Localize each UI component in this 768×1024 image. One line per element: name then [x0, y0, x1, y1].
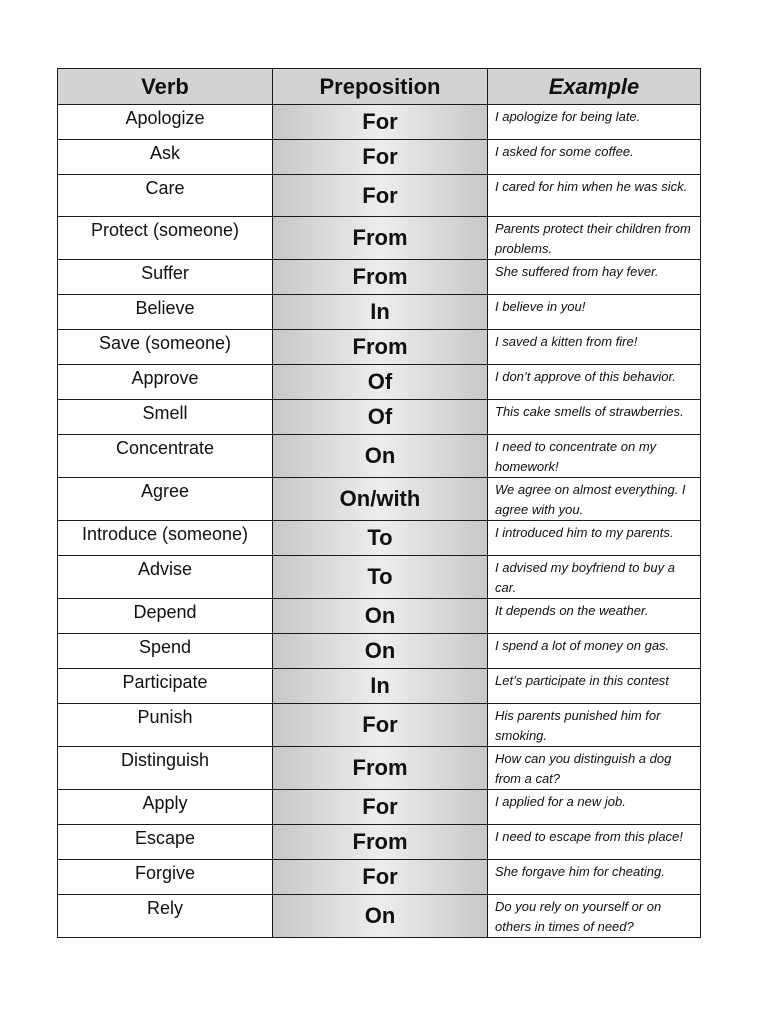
example-cell: I asked for some coffee.	[488, 140, 701, 175]
example-cell: I saved a kitten from fire!	[488, 330, 701, 365]
preposition-cell: Of	[273, 400, 488, 435]
example-cell: I apologize for being late.	[488, 105, 701, 140]
verb-cell: Rely	[58, 895, 273, 938]
table-row	[58, 599, 701, 634]
verb-column-header: Verb	[58, 69, 273, 105]
example-cell: His parents punished him for smoking.	[488, 704, 701, 747]
table-row	[58, 435, 701, 478]
table-row	[58, 895, 701, 938]
example-cell: I spend a lot of money on gas.	[488, 634, 701, 669]
verb-cell: Ask	[58, 140, 273, 175]
preposition-cell: From	[273, 260, 488, 295]
verb-cell: Approve	[58, 365, 273, 400]
table-row	[58, 217, 701, 260]
example-cell: I cared for him when he was sick.	[488, 175, 701, 217]
verb-cell: Agree	[58, 478, 273, 521]
preposition-cell: On	[273, 599, 488, 634]
preposition-cell: On/with	[273, 478, 488, 521]
verb-cell: Punish	[58, 704, 273, 747]
verb-cell: Distinguish	[58, 747, 273, 790]
table-row	[58, 400, 701, 435]
verb-cell: Spend	[58, 634, 273, 669]
table-row	[58, 295, 701, 330]
table-row	[58, 478, 701, 521]
example-cell: We agree on almost everything. I agree with you.	[488, 478, 701, 521]
example-cell: She suffered from hay fever.	[488, 260, 701, 295]
verb-cell: Advise	[58, 556, 273, 599]
table-row	[58, 704, 701, 747]
preposition-cell: To	[273, 521, 488, 556]
verb-preposition-table	[57, 68, 701, 938]
verb-cell: Forgive	[58, 860, 273, 895]
preposition-cell: For	[273, 860, 488, 895]
verb-cell: Care	[58, 175, 273, 217]
table-body	[58, 105, 701, 938]
verb-cell: Introduce (someone)	[58, 521, 273, 556]
example-cell: This cake smells of strawberries.	[488, 400, 701, 435]
verb-preposition-sheet	[57, 68, 700, 938]
preposition-cell: In	[273, 669, 488, 704]
example-cell: Do you rely on yourself or on others in times of need?	[488, 895, 701, 938]
preposition-cell: For	[273, 105, 488, 140]
preposition-cell: From	[273, 217, 488, 260]
preposition-cell: For	[273, 140, 488, 175]
preposition-cell: From	[273, 330, 488, 365]
table-row	[58, 634, 701, 669]
example-cell: I advised my boyfriend to buy a car.	[488, 556, 701, 599]
preposition-cell: Of	[273, 365, 488, 400]
verb-cell: Escape	[58, 825, 273, 860]
preposition-cell: On	[273, 634, 488, 669]
preposition-cell: To	[273, 556, 488, 599]
table-row	[58, 260, 701, 295]
preposition-column-header: Preposition	[273, 69, 488, 105]
table-row	[58, 825, 701, 860]
example-cell: I need to escape from this place!	[488, 825, 701, 860]
table-row	[58, 330, 701, 365]
table-row	[58, 140, 701, 175]
preposition-cell: From	[273, 747, 488, 790]
example-cell: I applied for a new job.	[488, 790, 701, 825]
preposition-cell: For	[273, 175, 488, 217]
example-cell: I don’t approve of this behavior.	[488, 365, 701, 400]
verb-cell: Believe	[58, 295, 273, 330]
example-cell: I believe in you!	[488, 295, 701, 330]
table-row	[58, 105, 701, 140]
preposition-cell: For	[273, 790, 488, 825]
table-row	[58, 521, 701, 556]
table-row	[58, 747, 701, 790]
table-header	[58, 69, 701, 105]
verb-cell: Concentrate	[58, 435, 273, 478]
verb-cell: Participate	[58, 669, 273, 704]
table-row	[58, 175, 701, 217]
preposition-cell: On	[273, 435, 488, 478]
table-row	[58, 365, 701, 400]
example-cell: It depends on the weather.	[488, 599, 701, 634]
verb-cell: Apologize	[58, 105, 273, 140]
preposition-cell: In	[273, 295, 488, 330]
verb-cell: Smell	[58, 400, 273, 435]
example-column-header: Example	[488, 69, 701, 105]
example-cell: She forgave him for cheating.	[488, 860, 701, 895]
table-row	[58, 860, 701, 895]
verb-cell: Save (someone)	[58, 330, 273, 365]
table-row	[58, 556, 701, 599]
preposition-cell: On	[273, 895, 488, 938]
header-row	[58, 69, 701, 105]
preposition-cell: From	[273, 825, 488, 860]
verb-cell: Apply	[58, 790, 273, 825]
verb-cell: Depend	[58, 599, 273, 634]
example-cell: How can you distinguish a dog from a cat?	[488, 747, 701, 790]
verb-cell: Suffer	[58, 260, 273, 295]
preposition-cell: For	[273, 704, 488, 747]
table-row	[58, 790, 701, 825]
example-cell: I introduced him to my parents.	[488, 521, 701, 556]
example-cell: Parents protect their children from problems.	[488, 217, 701, 260]
example-cell: Let’s participate in this contest	[488, 669, 701, 704]
example-cell: I need to concentrate on my homework!	[488, 435, 701, 478]
verb-cell: Protect (someone)	[58, 217, 273, 260]
table-row	[58, 669, 701, 704]
